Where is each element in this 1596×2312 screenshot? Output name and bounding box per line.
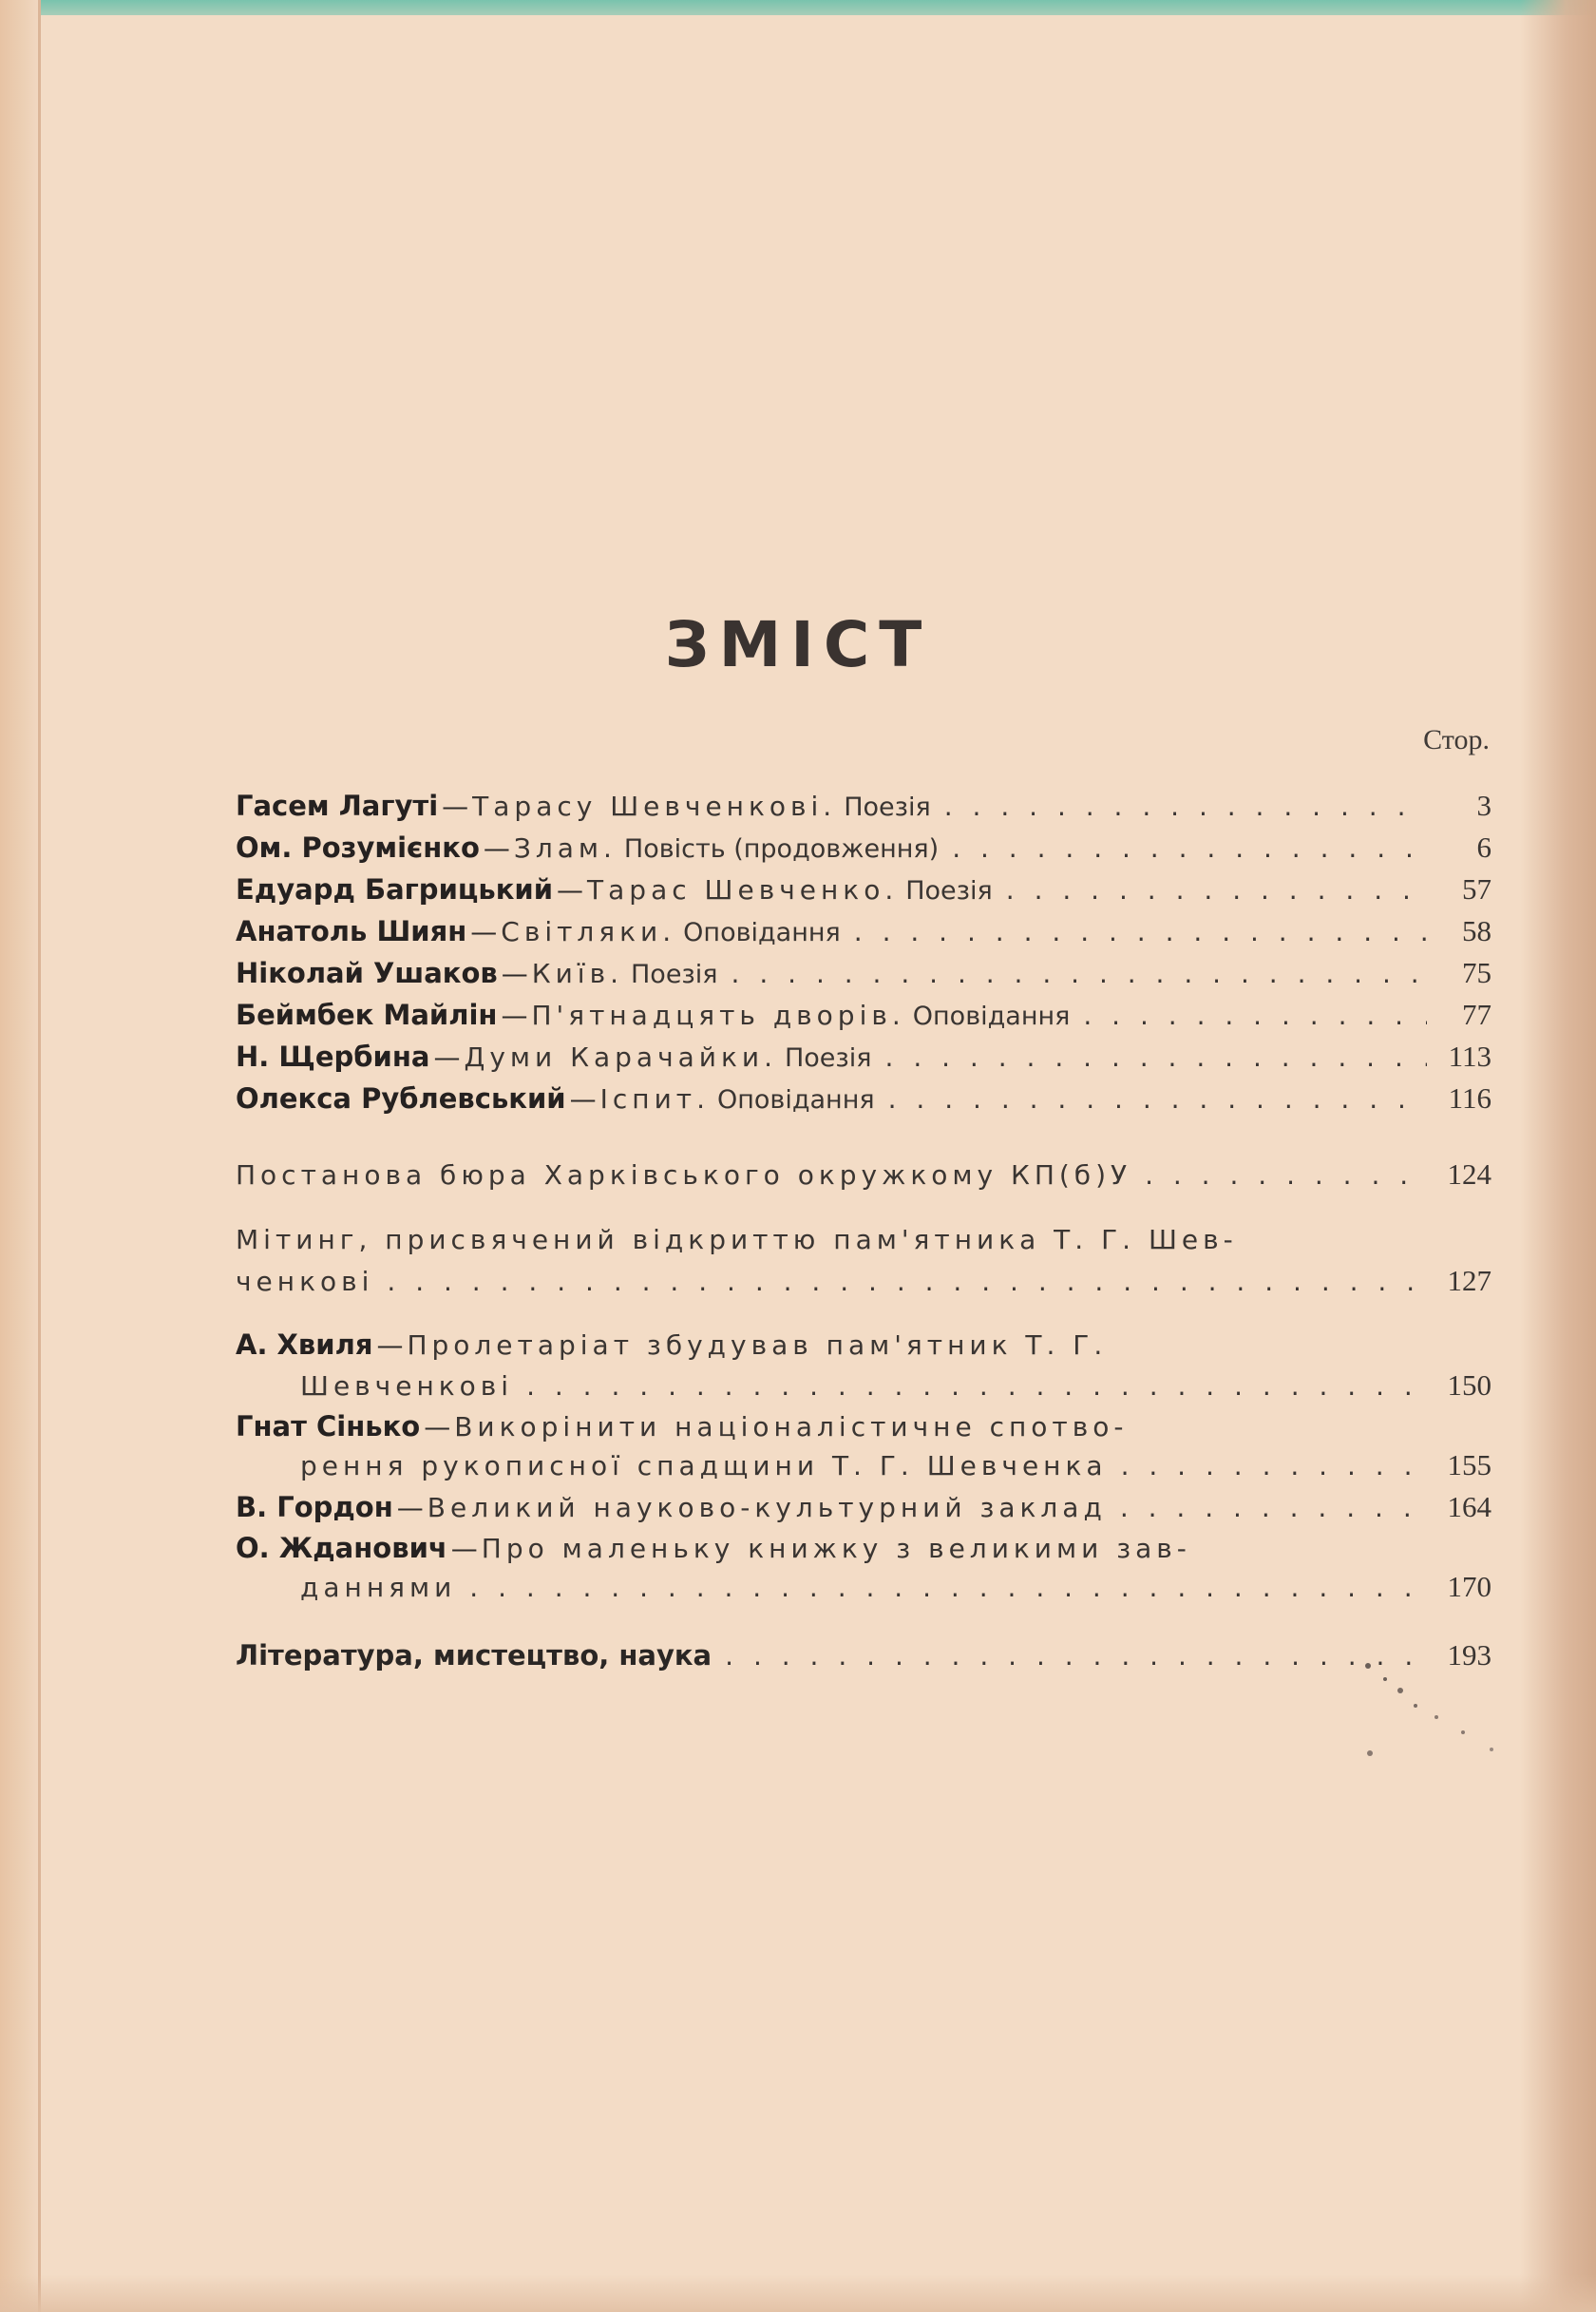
page-column-label: Стор. — [1423, 724, 1490, 755]
dash-separator: — — [470, 916, 498, 947]
dot-leader — [1083, 1000, 1427, 1031]
toc-work-title: Злам. — [513, 832, 617, 864]
dot-leader — [1121, 1450, 1427, 1481]
toc-work-title: Викорінити націоналістичне спотво- — [454, 1411, 1129, 1443]
dot-leader — [1145, 1159, 1427, 1191]
toc-work-title-cont: рення рукописної спадщини Т. Г. Шевченка — [300, 1450, 1108, 1481]
dot-leader — [1006, 874, 1427, 906]
toc-page-number: 6 — [1476, 831, 1492, 864]
dot-leader — [469, 1572, 1427, 1603]
toc-entry-zhdanovych-line1[interactable] — [236, 1532, 1492, 1570]
dot-leader — [387, 1266, 1427, 1297]
toc-work-title: Великий науково-культурний заклад — [427, 1492, 1107, 1523]
dash-separator: — — [424, 1411, 451, 1443]
toc-entry[interactable] — [236, 1040, 1492, 1078]
toc-author: Гасем Лагуті — [236, 790, 439, 822]
toc-page-number: 77 — [1462, 998, 1492, 1031]
toc-entry[interactable] — [236, 914, 1492, 952]
toc-entry[interactable] — [236, 956, 1492, 994]
toc-author: Анатоль Шиян — [236, 915, 467, 947]
toc-work-title: Пролетаріат збудував пам'ятник Т. Г. — [407, 1329, 1108, 1361]
dot-leader — [732, 958, 1427, 989]
toc-work-title-cont: ченкові — [236, 1266, 374, 1297]
toc-page-number: 75 — [1462, 956, 1492, 989]
background-strip — [0, 0, 1596, 15]
toc-entry-mityng-line2[interactable] — [236, 1264, 1492, 1302]
toc-genre: Поезія — [784, 1043, 872, 1073]
dot-leader — [526, 1370, 1427, 1402]
toc-genre: Поезія — [631, 960, 718, 989]
toc-work-title: Література, мистецтво, наука — [236, 1639, 712, 1672]
toc-genre: Оповідання — [717, 1085, 875, 1115]
toc-author: Ом. Розумієнко — [236, 831, 480, 864]
toc-page-number: 124 — [1447, 1157, 1492, 1191]
dot-leader — [1120, 1492, 1427, 1523]
toc-page-number: 170 — [1447, 1570, 1492, 1603]
dot-leader — [885, 1041, 1427, 1073]
toc-page-number: 155 — [1447, 1448, 1492, 1481]
toc-work-title: Київ. — [531, 958, 623, 989]
toc-entry-postanova[interactable] — [236, 1157, 1492, 1195]
toc-entry[interactable] — [236, 789, 1492, 827]
toc-page-number: 150 — [1447, 1368, 1492, 1402]
toc-page-number: 113 — [1448, 1040, 1492, 1073]
toc-entry-literatura[interactable] — [236, 1638, 1492, 1676]
toc-work-title: Мітинг, присвячений відкриттю пам'ятника Т. Г. Шев- — [236, 1224, 1238, 1255]
toc-work-title-cont: даннями — [300, 1572, 457, 1603]
book-spine-edge — [0, 0, 40, 2312]
toc-entry[interactable] — [236, 831, 1492, 869]
dot-leader — [725, 1640, 1427, 1672]
dot-leader — [854, 916, 1427, 947]
toc-page-number: 57 — [1462, 872, 1492, 906]
dash-separator: — — [433, 1041, 461, 1073]
toc-author: Н. Щербина — [236, 1041, 430, 1073]
dot-leader — [944, 791, 1427, 822]
page-title: ЗМІСТ — [664, 608, 932, 681]
dash-separator: — — [501, 1000, 528, 1031]
toc-work-title: Тарасу Шевченкові. — [472, 791, 837, 822]
toc-page-number: 3 — [1476, 789, 1492, 822]
toc-genre: Оповідання — [912, 1002, 1071, 1031]
toc-entry-khvylia-line2[interactable] — [236, 1368, 1492, 1406]
dash-separator: — — [376, 1329, 404, 1361]
toc-genre: Повість (продовження) — [623, 834, 940, 864]
toc-genre: Поезія — [905, 876, 993, 906]
dash-separator: — — [483, 832, 510, 864]
spine-fold-line — [38, 0, 41, 2312]
dash-separator: — — [442, 791, 469, 822]
toc-page-number: 164 — [1447, 1490, 1492, 1523]
toc-entry[interactable] — [236, 1081, 1492, 1119]
toc-author: В. Гордон — [236, 1491, 393, 1523]
page-edge-shadow — [1520, 0, 1596, 2312]
toc-page-number: 193 — [1447, 1638, 1492, 1672]
dot-leader — [952, 832, 1427, 864]
toc-author: О. Жданович — [236, 1532, 447, 1564]
toc-entry-mityng-line1[interactable] — [236, 1224, 1492, 1262]
toc-page-number: 116 — [1448, 1081, 1492, 1115]
toc-page-number: 58 — [1462, 914, 1492, 947]
toc-entry-gordon[interactable] — [236, 1490, 1492, 1528]
page-bottom-edge — [0, 2274, 1596, 2312]
toc-author: Олекса Рублевський — [236, 1082, 566, 1115]
dash-separator: — — [501, 958, 528, 989]
toc-page-number: 127 — [1447, 1264, 1492, 1297]
toc-entry-khvylia-line1[interactable] — [236, 1328, 1492, 1366]
toc-work-title: Іспит. — [599, 1083, 710, 1115]
ink-smudge — [1358, 1658, 1510, 1772]
dot-leader — [888, 1083, 1427, 1115]
toc-entry[interactable] — [236, 998, 1492, 1036]
toc-entry-zhdanovych-line2[interactable] — [236, 1570, 1492, 1608]
toc-work-title: П'ятнадцять дворів. — [531, 1000, 905, 1031]
toc-entry-sinko-line2[interactable] — [236, 1448, 1492, 1486]
toc-entry[interactable] — [236, 872, 1492, 910]
dash-separator: — — [557, 874, 584, 906]
dash-separator: — — [569, 1083, 597, 1115]
toc-author: А. Хвиля — [236, 1328, 373, 1361]
dash-separator: — — [396, 1492, 424, 1523]
toc-author: Гнат Сінько — [236, 1410, 421, 1443]
toc-work-title: Постанова бюра Харківського окружкому КП(б)У — [236, 1159, 1132, 1191]
toc-work-title: Думи Карачайки. — [464, 1041, 777, 1073]
toc-author: Беймбек Майлін — [236, 999, 498, 1031]
toc-author: Едуард Багрицький — [236, 873, 554, 906]
dash-separator: — — [450, 1533, 478, 1564]
toc-work-title: Тарас Шевченко. — [587, 874, 899, 906]
toc-entry-sinko-line1[interactable] — [236, 1410, 1492, 1448]
toc-genre: Оповідання — [683, 918, 841, 947]
toc-author: Ніколай Ушаков — [236, 957, 498, 989]
toc-genre: Поезія — [844, 793, 931, 822]
toc-work-title: Про маленьку книжку з великими зав- — [481, 1533, 1191, 1564]
toc-work-title-cont: Шевченкові — [300, 1370, 514, 1402]
toc-work-title: Світляки. — [501, 916, 676, 947]
